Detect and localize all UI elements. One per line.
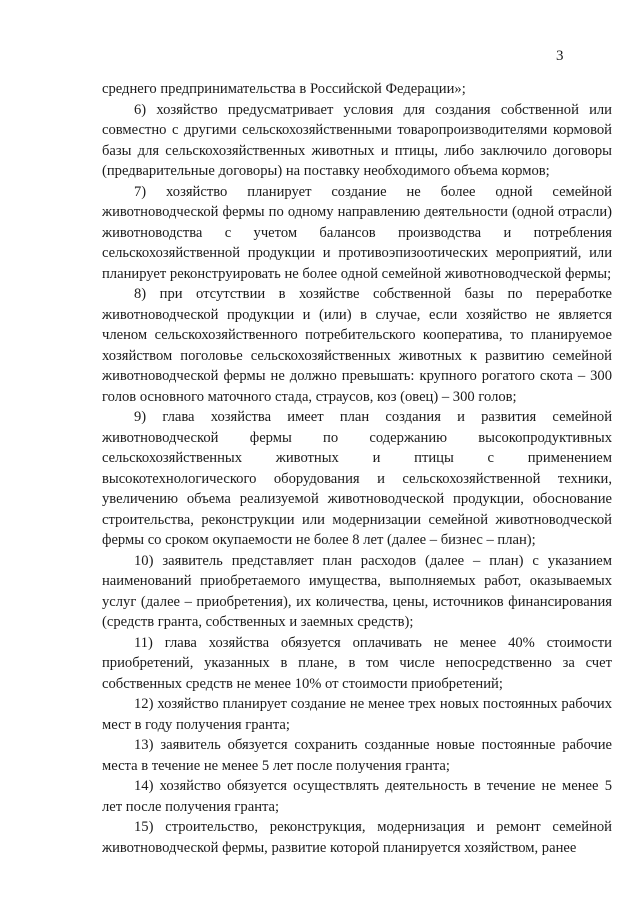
paragraph-item-8: 8) при отсутствии в хозяйстве собственной базы по переработке животноводческой продукции и (или) в случае, если хозяйство не является членом сельскохозяйственного потребительского кооператива, то планируемое хозяйством поголовье сельскохозяйственных животных к развитию семейной животноводческой фермы не должно превышать: крупного рогатого скота – 300 голов основного маточного стада, страусов, коз (овец) – 300 голов; xyxy=(102,286,612,405)
paragraph-item-7: 7) хозяйство планирует создание не более одной семейной животноводческой фермы по одному направлению деятельности (одной отрасли) животноводства с учетом балансов производства и потребления сельскохозяйственной продукции и противоэпизоотических мероприятий, или планирует реконструировать не более одной семейной животноводческой фермы; xyxy=(102,183,612,282)
paragraph-item-11: 11) глава хозяйства обязуется оплачивать не менее 40% стоимости приобретений, указанных в плане, в том числе непосредственно за счет собственных средств не менее 10% от стоимости приобретений; xyxy=(102,634,612,692)
document-body xyxy=(102,79,612,858)
paragraph-item-13: 13) заявитель обязуется сохранить созданные новые постоянные рабочие места в течение не менее 5 лет после получения гранта; xyxy=(102,737,612,774)
paragraph-item-6: 6) хозяйство предусматривает условия для создания собственной или совместно с другими сельскохозяйственными товаропроизводителями кормовой базы для сельскохозяйственных животных и птицы, либо заключило договоры (предварительные договоры) на поставку необходимого объема кормов; xyxy=(102,101,612,179)
paragraph-item-10: 10) заявитель представляет план расходов (далее – план) с указанием наименований приобретаемого имущества, выполняемых работ, оказываемых услуг (далее – приобретения), их количества, цены, источников финансирования (средств гранта, собственных и заемных средств); xyxy=(102,552,612,630)
paragraph-item-9: 9) глава хозяйства имеет план создания и развития семейной животноводческой фермы по содержанию высокопродуктивных сельскохозяйственных животных и птицы с применением высокотехнологического оборудования и сельскохозяйственной техники, увеличению объема реализуемой животноводческой продукции, обоснование строительства, реконструкции или модернизации семейной животноводческой фермы со сроком окупаемости не более 8 лет (далее – бизнес – план); xyxy=(102,409,612,548)
paragraph-continuation: среднего предпринимательства в Российской Федерации»; xyxy=(102,81,466,97)
paragraph-item-12: 12) хозяйство планирует создание не менее трех новых постоянных рабочих мест в году получения гранта; xyxy=(102,696,612,733)
paragraph-item-15: 15) строительство, реконструкция, модернизация и ремонт семейной животноводческой фермы, развитие которой планируется хозяйством, ранее xyxy=(102,819,612,856)
paragraph-item-14: 14) хозяйство обязуется осуществлять деятельность в течение не менее 5 лет после получения гранта; xyxy=(102,778,612,815)
page-number: 3 xyxy=(556,48,564,64)
